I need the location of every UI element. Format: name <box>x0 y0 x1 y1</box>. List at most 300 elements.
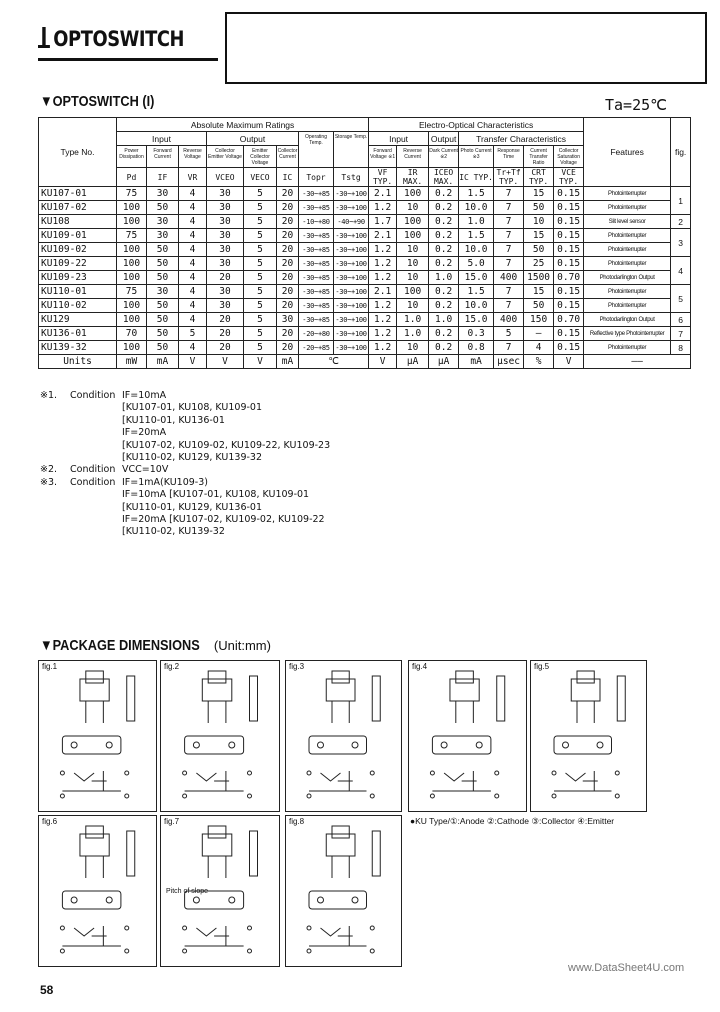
value-cell: 5.0 <box>459 257 494 271</box>
value-cell: -30~+100 <box>334 327 369 341</box>
note-text: [KU107-01, KU108, KU109-01 <box>122 402 262 414</box>
value-cell: 20 <box>277 243 299 257</box>
features-cell: Photointerrupter <box>584 285 671 299</box>
footnotes <box>40 390 330 539</box>
table-row <box>39 271 691 285</box>
value-cell: 1.0 <box>429 271 459 285</box>
value-cell: 1.0 <box>459 215 494 229</box>
value-cell: 4 <box>179 313 207 327</box>
package-heading: ▼PACKAGE DIMENSIONS <box>40 637 200 654</box>
title-bar <box>38 26 218 61</box>
value-cell: 400 <box>494 271 524 285</box>
header-type-no: Type No. <box>39 118 117 187</box>
header-transfer: Transfer Characteristics <box>459 132 584 146</box>
value-cell: 70 <box>117 327 147 341</box>
value-cell: 4 <box>179 341 207 355</box>
note-condition <box>70 427 122 439</box>
value-cell: -30~+100 <box>334 187 369 201</box>
header-symbol: VCE TYP. <box>554 168 584 187</box>
value-cell: 50 <box>147 313 179 327</box>
features-cell: Photointerrupter <box>584 299 671 313</box>
unit-cell: mA <box>147 355 179 369</box>
value-cell: 0.2 <box>429 285 459 299</box>
note-key: ※3. <box>40 476 58 488</box>
unit-label: (Unit:mm) <box>213 638 271 653</box>
value-cell: 50 <box>147 257 179 271</box>
features-cell: Photodarlington Output <box>584 271 671 285</box>
figure-label: fig.4 <box>412 662 428 671</box>
value-cell: 50 <box>524 299 554 313</box>
value-cell: 4 <box>179 201 207 215</box>
unit-cell: V <box>179 355 207 369</box>
value-cell: 100 <box>117 201 147 215</box>
note-key <box>40 415 70 427</box>
value-cell: 1.0 <box>397 313 429 327</box>
value-cell: 2.1 <box>369 187 397 201</box>
table-row <box>39 215 691 229</box>
header-desc: Forward Current <box>147 146 179 168</box>
header-fig: fig. <box>671 118 691 187</box>
note-key: ※2. <box>40 464 58 476</box>
value-cell: 30 <box>147 229 179 243</box>
package-figure-3 <box>285 660 402 812</box>
value-cell: 75 <box>117 285 147 299</box>
value-cell: 20 <box>277 271 299 285</box>
value-cell: 15 <box>524 285 554 299</box>
features-cell: Photointerrupter <box>584 187 671 201</box>
value-cell: -40~+90 <box>334 215 369 229</box>
header-desc: Reverse Current <box>397 146 429 168</box>
header-symbol: IF <box>147 168 179 187</box>
value-cell: 100 <box>397 187 429 201</box>
value-cell: 7 <box>494 257 524 271</box>
note-key <box>40 440 70 452</box>
note-condition <box>70 526 122 538</box>
note-line <box>40 415 330 427</box>
header-symbol: Pd <box>117 168 147 187</box>
value-cell: 10.0 <box>459 243 494 257</box>
value-cell: 1.2 <box>369 341 397 355</box>
header-desc: Collector Saturation Voltage <box>554 146 584 168</box>
value-cell: 7 <box>494 187 524 201</box>
type-no-cell: KU109-23 <box>39 271 117 285</box>
value-cell: -30~+85 <box>299 229 334 243</box>
value-cell: 0.15 <box>554 229 584 243</box>
note-condition <box>70 502 122 514</box>
value-cell: 30 <box>147 187 179 201</box>
fig-cell: 6 <box>671 313 691 327</box>
value-cell: 5 <box>244 341 277 355</box>
value-cell: 1.2 <box>369 299 397 313</box>
value-cell: 0.15 <box>554 215 584 229</box>
pin-legend: ●KU Type/①:Anode ②:Cathode ③:Collector ④:Emitter <box>410 816 615 826</box>
value-cell: 100 <box>117 313 147 327</box>
features-cell: Photointerrupter <box>584 341 671 355</box>
fig-cell: 4 <box>671 257 691 285</box>
value-cell: -20~+85 <box>299 341 334 355</box>
package-drawing-icon <box>286 661 401 811</box>
value-cell: 50 <box>147 327 179 341</box>
value-cell: 100 <box>397 285 429 299</box>
value-cell: 0.70 <box>554 313 584 327</box>
value-cell: -30~+100 <box>334 243 369 257</box>
header-desc: Collector Current <box>277 146 299 168</box>
features-cell: Photointerrupter <box>584 229 671 243</box>
value-cell: 10 <box>397 201 429 215</box>
note-text: IF=20mA <box>122 427 167 439</box>
value-cell: 20 <box>207 327 244 341</box>
value-cell: 1.0 <box>397 327 429 341</box>
table-row <box>39 201 691 215</box>
value-cell: 15.0 <box>459 271 494 285</box>
note-line <box>40 452 330 464</box>
value-cell: 1.5 <box>459 187 494 201</box>
header-desc: Collector Emitter Voltage <box>207 146 244 168</box>
value-cell: 4 <box>524 341 554 355</box>
figure-label: fig.2 <box>164 662 180 671</box>
value-cell: 100 <box>117 215 147 229</box>
value-cell: — <box>524 327 554 341</box>
features-cell: Reflective type Photointerrupter <box>584 327 671 341</box>
note-key <box>40 402 70 414</box>
value-cell: 30 <box>277 313 299 327</box>
value-cell: 4 <box>179 285 207 299</box>
value-cell: -30~+85 <box>299 299 334 313</box>
note-text: [KU110-02, KU139-32 <box>122 526 225 538</box>
package-figure-2 <box>160 660 280 812</box>
value-cell: 0.2 <box>429 257 459 271</box>
note-key <box>40 452 70 464</box>
figure-label: fig.3 <box>289 662 305 671</box>
note-line <box>40 464 330 476</box>
value-cell: 5 <box>244 271 277 285</box>
value-cell: -30~+100 <box>334 299 369 313</box>
note-line <box>40 427 330 439</box>
header-symbol: ICEO MAX. <box>429 168 459 187</box>
type-no-cell: KU139-32 <box>39 341 117 355</box>
note-text: [KU110-01, KU136-01 <box>122 414 225 426</box>
value-cell: 10.0 <box>459 299 494 313</box>
value-cell: 0.8 <box>459 341 494 355</box>
value-cell: 0.15 <box>554 341 584 355</box>
value-cell: 0.2 <box>429 243 459 257</box>
note-text: IF=20mA [KU107-02, KU109-02, KU109-22 <box>122 514 325 526</box>
value-cell: 50 <box>147 271 179 285</box>
value-cell: 0.15 <box>554 187 584 201</box>
package-figure-1 <box>38 660 157 812</box>
value-cell: 1.2 <box>369 201 397 215</box>
value-cell: 100 <box>117 341 147 355</box>
value-cell: 20 <box>277 327 299 341</box>
value-cell: 400 <box>494 313 524 327</box>
value-cell: 100 <box>397 215 429 229</box>
header-output-eo: Output <box>429 132 459 146</box>
spec-table <box>38 117 691 369</box>
header-desc: Operating Temp. <box>299 132 334 168</box>
features-cell: Slit level sensor <box>584 215 671 229</box>
value-cell: 5 <box>244 243 277 257</box>
value-cell: 100 <box>117 271 147 285</box>
value-cell: 20 <box>277 257 299 271</box>
value-cell: 7 <box>494 229 524 243</box>
header-desc: Photo Current ※3 <box>459 146 494 168</box>
value-cell: -30~+100 <box>334 341 369 355</box>
value-cell: 0.3 <box>459 327 494 341</box>
value-cell: 10 <box>397 271 429 285</box>
package-figure-6 <box>38 815 157 967</box>
note-text: [KU110-01, KU129, KU136-01 <box>122 501 262 513</box>
value-cell: 10 <box>397 243 429 257</box>
value-cell: 1500 <box>524 271 554 285</box>
value-cell: 100 <box>117 299 147 313</box>
value-cell: -30~+100 <box>334 313 369 327</box>
value-cell: 5 <box>244 187 277 201</box>
value-cell: 1.7 <box>369 215 397 229</box>
value-cell: 15.0 <box>459 313 494 327</box>
note-condition <box>70 489 122 501</box>
value-cell: 0.70 <box>554 271 584 285</box>
header-desc: Current Transfer Ratio <box>524 146 554 168</box>
unit-cell: V <box>554 355 584 369</box>
value-cell: 75 <box>117 229 147 243</box>
note-key <box>40 526 70 538</box>
features-cell: Photointerrupter <box>584 201 671 215</box>
value-cell: -30~+85 <box>299 271 334 285</box>
type-no-cell: KU109-02 <box>39 243 117 257</box>
value-cell: -10~+80 <box>299 215 334 229</box>
header-symbol: IR MAX. <box>397 168 429 187</box>
value-cell: 5 <box>494 327 524 341</box>
value-cell: 75 <box>117 187 147 201</box>
value-cell: 7 <box>494 243 524 257</box>
value-cell: 7 <box>494 299 524 313</box>
header-input: Input <box>117 132 207 146</box>
value-cell: 0.15 <box>554 285 584 299</box>
header-symbol: VCEO <box>207 168 244 187</box>
value-cell: 4 <box>179 243 207 257</box>
fig-cell: 3 <box>671 229 691 257</box>
note-condition <box>70 402 122 414</box>
value-cell: 7 <box>494 285 524 299</box>
header-desc: Response Time <box>494 146 524 168</box>
value-cell: 0.2 <box>429 299 459 313</box>
value-cell: -30~+100 <box>334 201 369 215</box>
type-no-cell: KU107-02 <box>39 201 117 215</box>
note-text: IF=10mA [KU107-01, KU108, KU109-01 <box>122 489 310 501</box>
value-cell: 5 <box>244 257 277 271</box>
value-cell: 1.2 <box>369 257 397 271</box>
watermark: www.DataSheet4U.com <box>568 962 685 974</box>
header-eo: Electro-Optical Characteristics <box>369 118 584 132</box>
note-line <box>40 402 330 414</box>
header-input-eo: Input <box>369 132 429 146</box>
value-cell: -30~+85 <box>299 201 334 215</box>
value-cell: 30 <box>207 243 244 257</box>
note-text: IF=1mA(KU109-3) <box>122 476 208 488</box>
value-cell: -30~+100 <box>334 229 369 243</box>
unit-cell: V <box>369 355 397 369</box>
page-title: OPTOSWITCH <box>53 27 185 51</box>
type-no-cell: KU108 <box>39 215 117 229</box>
unit-cell: mA <box>277 355 299 369</box>
value-cell: 7 <box>494 215 524 229</box>
note-key: ※1. <box>40 390 58 401</box>
value-cell: 10 <box>524 215 554 229</box>
value-cell: 5 <box>244 285 277 299</box>
note-line <box>40 514 330 526</box>
header-symbol: Tstg <box>334 168 369 187</box>
features-cell: Photointerrupter <box>584 257 671 271</box>
value-cell: 30 <box>147 285 179 299</box>
figure-label: fig.6 <box>42 817 58 826</box>
header-symbol: IC <box>277 168 299 187</box>
value-cell: 30 <box>207 229 244 243</box>
header-symbol: VF TYP. <box>369 168 397 187</box>
note-condition: Condition <box>70 464 116 476</box>
value-cell: -30~+100 <box>334 257 369 271</box>
value-cell: 50 <box>147 299 179 313</box>
value-cell: 0.2 <box>429 201 459 215</box>
table-row <box>39 257 691 271</box>
value-cell: 5 <box>244 229 277 243</box>
fig-cell: 2 <box>671 215 691 229</box>
figure-label: fig.8 <box>289 817 305 826</box>
note-condition: Condition <box>70 476 116 488</box>
fig-cell: 1 <box>671 187 691 215</box>
value-cell: 30 <box>207 257 244 271</box>
value-cell: 0.2 <box>429 327 459 341</box>
note-text: IF=10mA <box>122 390 167 401</box>
package-figure-5 <box>530 660 647 812</box>
value-cell: 5 <box>244 313 277 327</box>
value-cell: 5 <box>244 201 277 215</box>
header-symbol: Topr <box>299 168 334 187</box>
package-drawing-icon <box>286 816 401 966</box>
table-row <box>39 341 691 355</box>
value-cell: 4 <box>179 257 207 271</box>
value-cell: 50 <box>524 201 554 215</box>
header-desc: Reverse Voltage <box>179 146 207 168</box>
figure-note: Pitch of slope <box>166 888 209 895</box>
value-cell: 0.15 <box>554 327 584 341</box>
header-features: Features <box>584 118 671 187</box>
value-cell: 15 <box>524 229 554 243</box>
unit-cell: —— <box>584 355 691 369</box>
note-line <box>40 477 330 489</box>
type-no-cell: KU110-02 <box>39 299 117 313</box>
package-drawing-icon <box>161 661 279 811</box>
note-condition: Condition <box>70 390 116 401</box>
note-key <box>40 502 70 514</box>
unit-cell: mW <box>117 355 147 369</box>
value-cell: 150 <box>524 313 554 327</box>
value-cell: 5 <box>179 327 207 341</box>
unit-cell: μsec <box>494 355 524 369</box>
value-cell: 30 <box>207 187 244 201</box>
header-symbol: VR <box>179 168 207 187</box>
type-no-cell: KU129 <box>39 313 117 327</box>
unit-cell: V <box>207 355 244 369</box>
header-output: Output <box>207 132 299 146</box>
value-cell: 20 <box>277 285 299 299</box>
note-condition <box>70 440 122 452</box>
value-cell: 10 <box>397 341 429 355</box>
unit-cell: ℃ <box>299 355 369 369</box>
value-cell: 5 <box>244 215 277 229</box>
package-drawing-icon <box>39 661 156 811</box>
note-key <box>40 514 70 526</box>
package-drawing-icon <box>409 661 526 811</box>
header-desc: Storage Temp. <box>334 132 369 168</box>
value-cell: 100 <box>397 229 429 243</box>
value-cell: 4 <box>179 187 207 201</box>
value-cell: 5 <box>244 299 277 313</box>
value-cell: 50 <box>147 341 179 355</box>
table-row <box>39 229 691 243</box>
note-condition <box>70 452 122 464</box>
note-line <box>40 440 330 452</box>
value-cell: 25 <box>524 257 554 271</box>
value-cell: 4 <box>179 229 207 243</box>
value-cell: 10.0 <box>459 201 494 215</box>
value-cell: 50 <box>147 243 179 257</box>
value-cell: 0.2 <box>429 215 459 229</box>
value-cell: 1.5 <box>459 229 494 243</box>
note-condition <box>70 415 122 427</box>
figure-label: fig.7 <box>164 817 180 826</box>
fig-cell: 5 <box>671 285 691 313</box>
note-text: [KU107-02, KU109-02, KU109-22, KU109-23 <box>122 439 331 451</box>
table-row <box>39 243 691 257</box>
figure-label: fig.5 <box>534 662 550 671</box>
header-desc: Emitter Collector Voltage <box>244 146 277 168</box>
table-row <box>39 285 691 299</box>
value-cell: 30 <box>207 285 244 299</box>
section-heading-optoswitch: ▼OPTOSWITCH (I) <box>40 93 155 110</box>
table-row <box>39 187 691 201</box>
value-cell: 20 <box>277 215 299 229</box>
value-cell: 0.15 <box>554 257 584 271</box>
note-key <box>40 489 70 501</box>
unit-cell: mA <box>459 355 494 369</box>
header-symbol: IC TYP. <box>459 168 494 187</box>
value-cell: 20 <box>207 313 244 327</box>
value-cell: 20 <box>207 271 244 285</box>
value-cell: 20 <box>277 299 299 313</box>
value-cell: 0.2 <box>429 187 459 201</box>
unit-cell: μA <box>397 355 429 369</box>
value-cell: 30 <box>207 215 244 229</box>
value-cell: 5 <box>244 327 277 341</box>
value-cell: 7 <box>494 341 524 355</box>
header-desc: Forward Voltage ※1 <box>369 146 397 168</box>
value-cell: 10 <box>397 299 429 313</box>
table-row <box>39 313 691 327</box>
unit-cell: V <box>244 355 277 369</box>
features-cell: Photodarlington Output <box>584 313 671 327</box>
value-cell: -30~+100 <box>334 271 369 285</box>
value-cell: 1.2 <box>369 271 397 285</box>
value-cell: -30~+85 <box>299 257 334 271</box>
value-cell: 0.2 <box>429 341 459 355</box>
note-line <box>40 390 330 402</box>
header-symbol: Tr+Tf TYP. <box>494 168 524 187</box>
value-cell: 30 <box>207 201 244 215</box>
value-cell: -30~+85 <box>299 187 334 201</box>
value-cell: -30~+85 <box>299 313 334 327</box>
value-cell: 1.2 <box>369 327 397 341</box>
value-cell: 4 <box>179 271 207 285</box>
